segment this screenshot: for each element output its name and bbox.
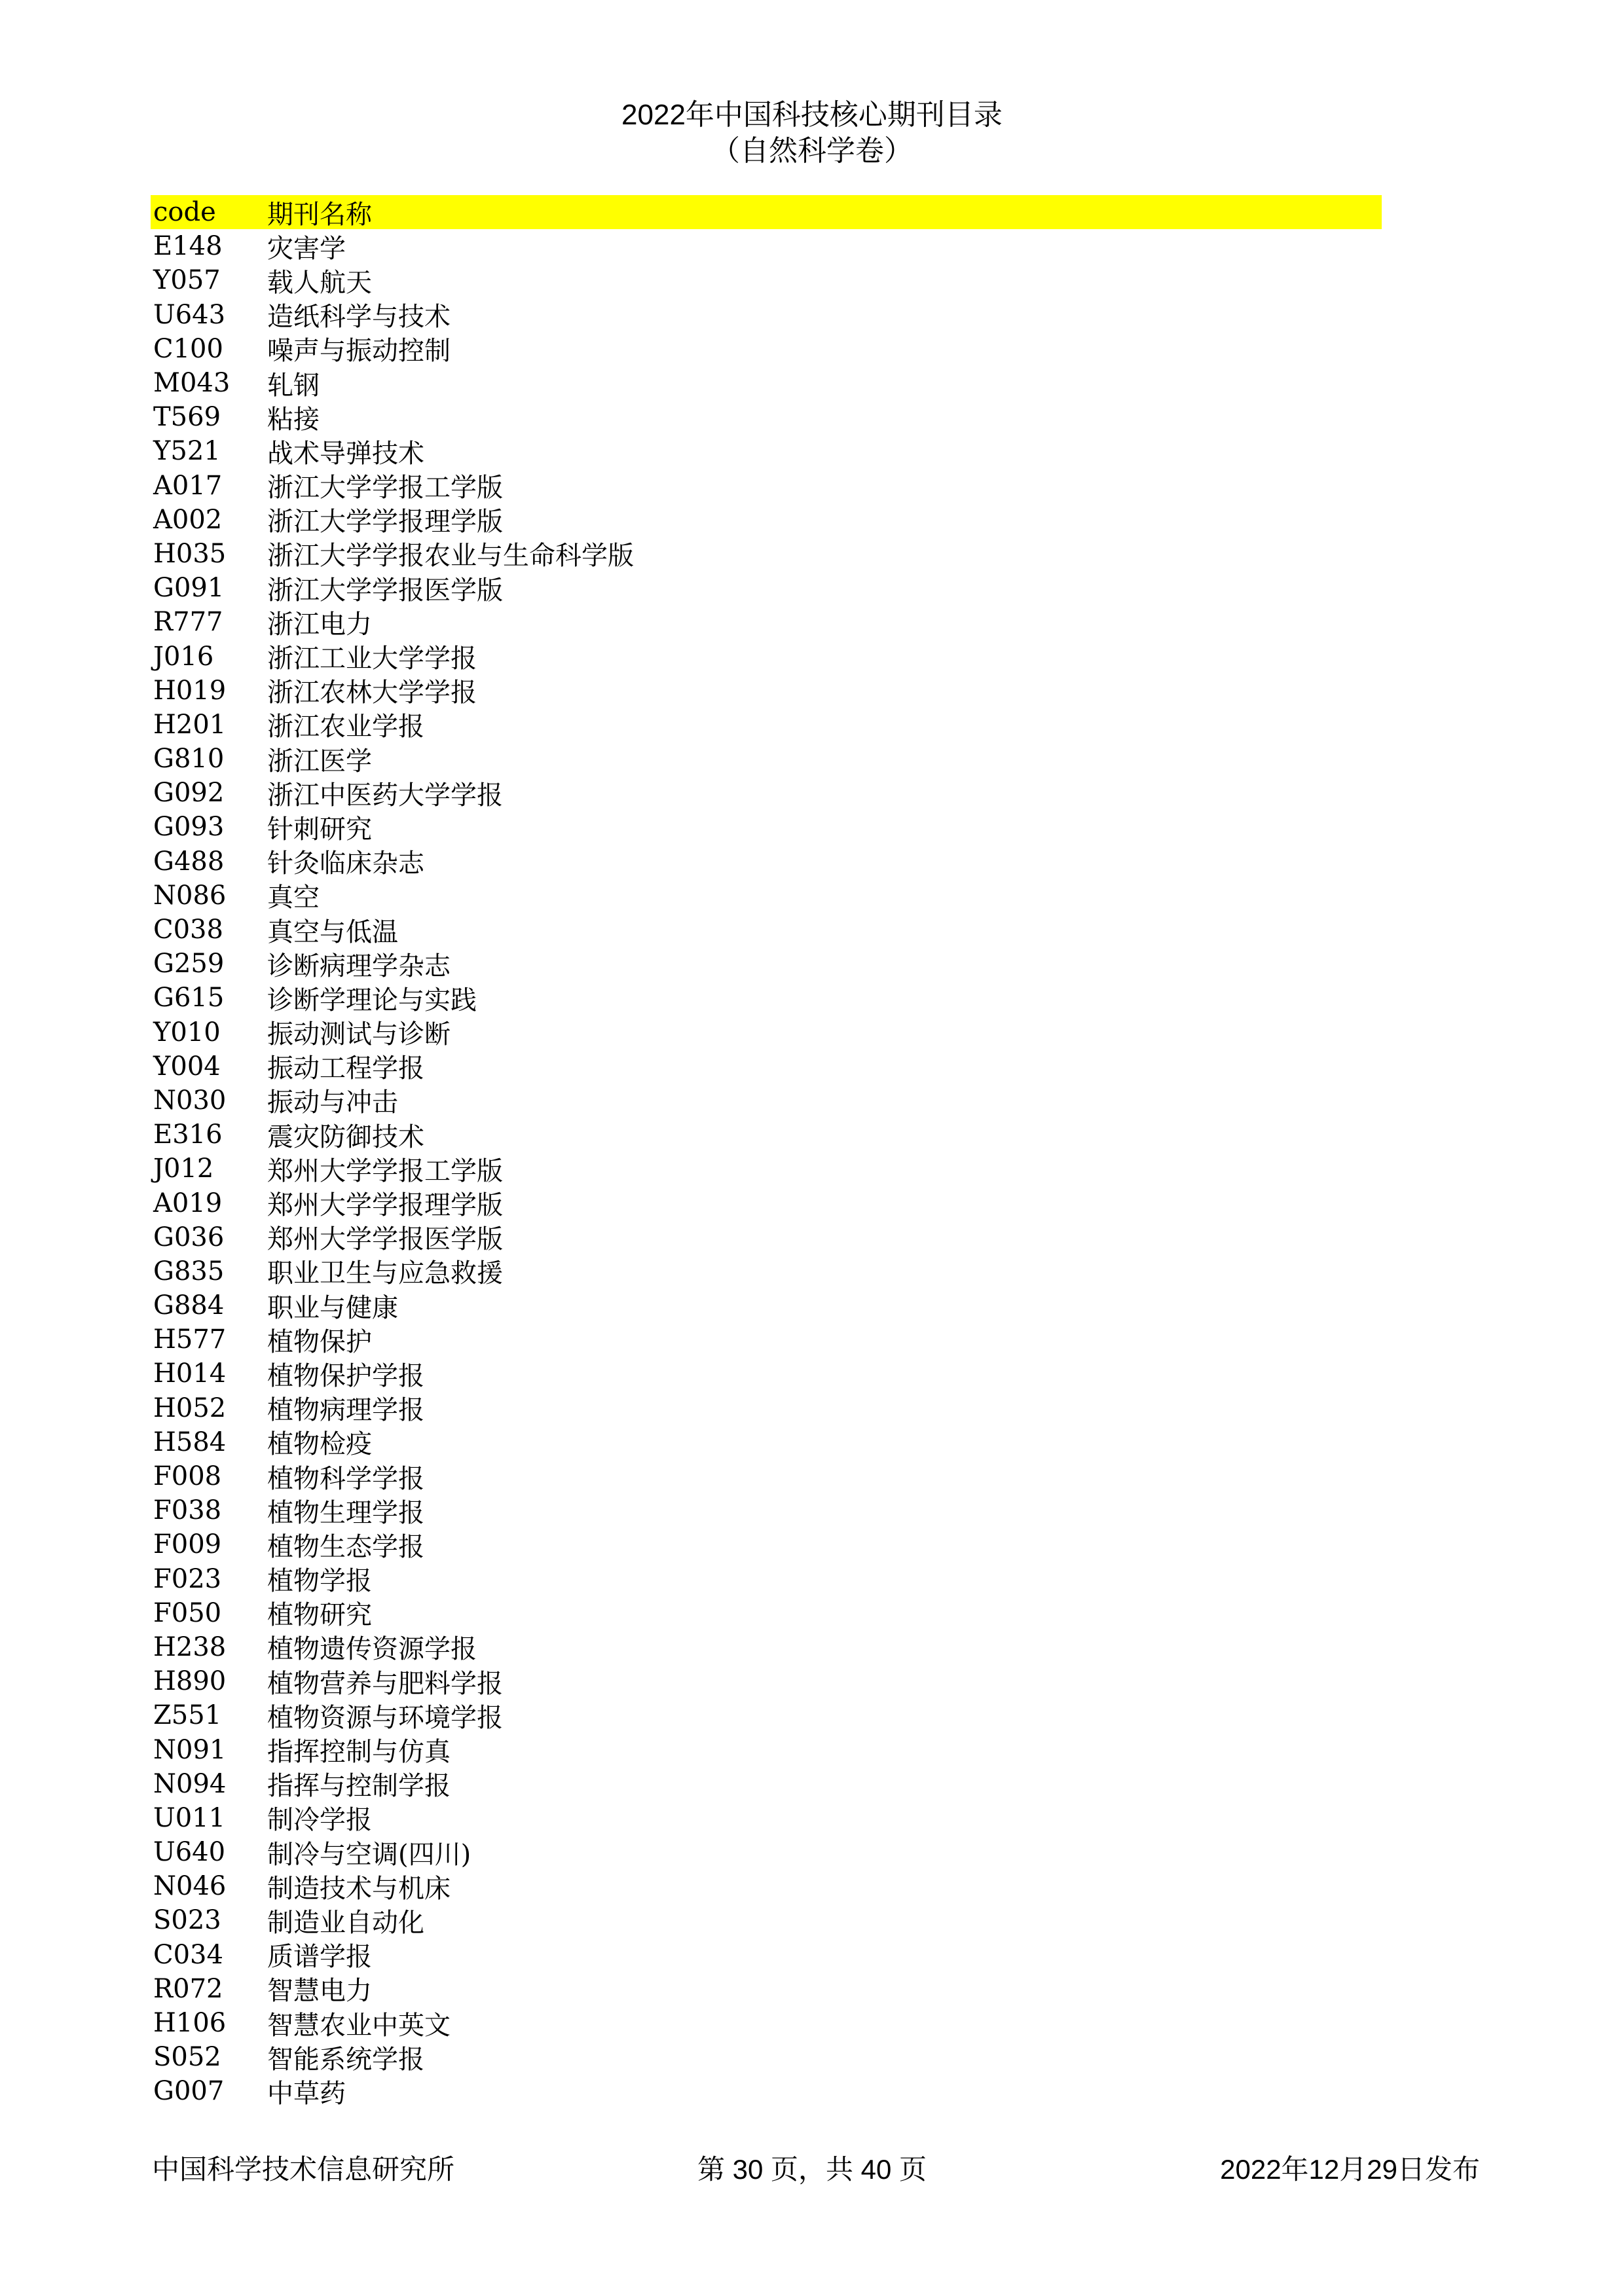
table-row: [151, 1425, 1382, 1459]
journal-name: 浙江大学学报工学版: [267, 473, 503, 503]
journal-code: C038: [153, 915, 223, 945]
journal-code: M043: [153, 368, 231, 399]
footer-date: 2022年12月29日发布: [1220, 2154, 1480, 2185]
journal-name: 植物保护学报: [267, 1360, 424, 1391]
footer-institution: 中国科学技术信息研究所: [152, 2154, 455, 2185]
journal-name: 智慧农业中英文: [267, 2010, 451, 2041]
table-row: [151, 1493, 1382, 1527]
journal-code: H201: [153, 709, 227, 740]
journal-code: H890: [153, 1666, 227, 1697]
table-row: [151, 1357, 1382, 1391]
journal-code: G615: [153, 983, 225, 1013]
journal-code: N086: [153, 880, 227, 911]
journal-name: 浙江中医药大学学报: [267, 780, 503, 811]
journal-code: F008: [153, 1461, 222, 1492]
table-row: [151, 708, 1382, 742]
journal-code: C034: [153, 1939, 223, 1970]
journal-name: 针灸临床杂志: [267, 848, 424, 879]
journal-code: F009: [153, 1529, 222, 1560]
table-row: [151, 810, 1382, 844]
journal-code: A019: [153, 1188, 223, 1218]
table-row: [151, 1527, 1382, 1561]
journal-name: 浙江电力: [267, 609, 372, 640]
journal-name: 浙江农林大学学报: [267, 678, 477, 708]
journal-code: G259: [153, 949, 225, 979]
journal-name: 植物研究: [267, 1600, 372, 1631]
table-row: [151, 1322, 1382, 1357]
journal-name: 粘接: [267, 404, 320, 435]
journal-name: 植物检疫: [267, 1429, 372, 1460]
table-row: [151, 1186, 1382, 1220]
journal-code: N030: [153, 1085, 227, 1116]
table-header-row: [151, 195, 1382, 229]
journal-code: H035: [153, 538, 227, 569]
table-row: [151, 605, 1382, 639]
journal-name: 职业与健康: [267, 1292, 398, 1323]
table-row: [151, 1664, 1382, 1698]
table-row: [151, 981, 1382, 1015]
table-row: [151, 1391, 1382, 1425]
journal-name: 浙江医学: [267, 746, 372, 776]
journal-name: 郑州大学学报医学版: [267, 1224, 503, 1255]
journal-name: 浙江大学学报医学版: [267, 575, 503, 606]
table-row: [151, 263, 1382, 297]
journal-code: G093: [153, 812, 225, 843]
journal-code: G036: [153, 1222, 225, 1252]
journal-code: F050: [153, 1597, 222, 1628]
journal-name: 灾害学: [267, 233, 346, 264]
journal-code: S052: [153, 2042, 221, 2073]
journal-name: 智慧电力: [267, 1976, 372, 2007]
journal-name: 植物营养与肥料学报: [267, 1668, 503, 1699]
journal-code: Y521: [153, 436, 221, 467]
table-row: [151, 1630, 1382, 1664]
table-row: [151, 332, 1382, 366]
journal-code: N091: [153, 1734, 227, 1765]
journal-name: 轧钢: [267, 370, 320, 401]
table-row: [151, 537, 1382, 571]
journal-code: E316: [153, 1120, 223, 1150]
journal-name: 浙江农业学报: [267, 712, 424, 742]
journal-code: Y010: [153, 1017, 221, 1048]
table-row: [151, 742, 1382, 776]
journal-code: J012: [153, 1154, 214, 1184]
journal-code: Y004: [153, 1051, 221, 1082]
journal-code: G488: [153, 846, 225, 877]
journal-code: N046: [153, 1871, 227, 1902]
table-row: [151, 503, 1382, 537]
journal-name: 制冷与空调(四川): [267, 1839, 471, 1870]
table-body: [151, 229, 1382, 2108]
journal-code: H052: [153, 1393, 227, 1423]
table-row: [151, 674, 1382, 708]
table-row: [151, 913, 1382, 947]
table-row: [151, 2006, 1382, 2040]
journal-name: 植物病理学报: [267, 1395, 424, 1426]
journal-name: 植物科学学报: [267, 1463, 424, 1494]
table-row: [151, 229, 1382, 263]
table-row: [151, 469, 1382, 503]
journal-name: 郑州大学学报工学版: [267, 1156, 503, 1186]
journal-name: 振动工程学报: [267, 1053, 424, 1084]
journal-name: 植物遗传资源学报: [267, 1634, 477, 1665]
table-row: [151, 1459, 1382, 1493]
table-row: [151, 1596, 1382, 1630]
journal-name: 载人航天: [267, 267, 372, 298]
journal-name: 中草药: [267, 2078, 346, 2109]
journal-code: S023: [153, 1905, 221, 1936]
journal-name: 植物资源与环境学报: [267, 1702, 503, 1733]
table-row: [151, 947, 1382, 981]
journal-name: 职业卫生与应急救援: [267, 1258, 503, 1289]
table-row: [151, 1938, 1382, 1972]
journal-code: H106: [153, 2008, 227, 2039]
table-row: [151, 1903, 1382, 1937]
journal-code: G007: [153, 2076, 225, 2107]
table-row: [151, 434, 1382, 468]
journal-code: G884: [153, 1290, 225, 1321]
table-row: [151, 400, 1382, 434]
table-row: [151, 1220, 1382, 1254]
journal-code: U640: [153, 1837, 226, 1868]
journal-name: 植物生理学报: [267, 1497, 424, 1528]
journal-name: 真空: [267, 883, 320, 913]
journal-code: Y057: [153, 265, 221, 296]
journal-name: 针刺研究: [267, 814, 372, 845]
journal-code: R777: [153, 607, 223, 638]
journal-code: C100: [153, 333, 223, 364]
journal-name: 震灾防御技术: [267, 1121, 424, 1152]
journal-name: 诊断病理学杂志: [267, 951, 451, 981]
journal-name: 植物保护: [267, 1326, 372, 1357]
table-row: [151, 1801, 1382, 1835]
journal-name: 郑州大学学报理学版: [267, 1190, 503, 1221]
journal-name: 浙江大学学报理学版: [267, 507, 503, 538]
table-row: [151, 879, 1382, 913]
journal-name: 指挥控制与仿真: [267, 1737, 451, 1768]
footer-page-number: 第 30 页，共 40 页: [697, 2154, 927, 2185]
table-row: [151, 1118, 1382, 1152]
journal-code: A017: [153, 470, 223, 501]
table-row: [151, 366, 1382, 400]
journal-code: H577: [153, 1324, 227, 1355]
journal-code: U643: [153, 299, 226, 330]
journal-code: U011: [153, 1802, 226, 1833]
journal-code: F038: [153, 1495, 222, 1526]
table-row: [151, 1015, 1382, 1049]
journal-name: 智能系统学报: [267, 2044, 424, 2075]
table-row: [151, 2074, 1382, 2108]
table-row: [151, 571, 1382, 605]
journal-name: 植物学报: [267, 1566, 372, 1597]
journal-code: G091: [153, 573, 225, 604]
journal-code: F023: [153, 1563, 222, 1594]
journal-code: Z551: [153, 1700, 222, 1731]
header-name: 期刊名称: [267, 199, 372, 230]
table-row: [151, 1869, 1382, 1903]
journal-name: 质谱学报: [267, 1942, 372, 1973]
table-row: [151, 1049, 1382, 1084]
journal-code: R072: [153, 1973, 223, 2004]
journal-name: 造纸科学与技术: [267, 302, 451, 333]
journal-name: 振动测试与诊断: [267, 1019, 451, 1050]
journal-name: 诊断学理论与实践: [267, 985, 477, 1015]
table-row: [151, 639, 1382, 673]
table-row: [151, 1835, 1382, 1869]
table-row: [151, 1698, 1382, 1732]
table-row: [151, 298, 1382, 332]
journal-name: 指挥与控制学报: [267, 1771, 451, 1802]
table-row: [151, 1767, 1382, 1801]
journal-code: H019: [153, 675, 227, 706]
document-subtitle: （自然科学卷）: [711, 135, 913, 167]
table-row: [151, 776, 1382, 810]
table-row: [151, 1084, 1382, 1118]
journal-code: T569: [153, 402, 221, 433]
journal-name: 制冷学报: [267, 1805, 372, 1836]
table-row: [151, 1152, 1382, 1186]
journal-code: N094: [153, 1768, 227, 1799]
table-row: [151, 2040, 1382, 2074]
table-row: [151, 1562, 1382, 1596]
journal-name: 制造技术与机床: [267, 1873, 451, 1904]
journal-name: 噪声与振动控制: [267, 336, 451, 367]
journal-name: 振动与冲击: [267, 1087, 398, 1118]
journal-code: H238: [153, 1631, 227, 1662]
journal-code: G835: [153, 1256, 225, 1286]
journal-name: 浙江工业大学学报: [267, 644, 477, 674]
journal-name: 制造业自动化: [267, 1907, 424, 1938]
journal-code: H014: [153, 1358, 227, 1389]
journal-code: G810: [153, 744, 225, 774]
journal-code: J016: [153, 641, 214, 672]
journal-code: H584: [153, 1427, 227, 1457]
journal-code: G092: [153, 778, 225, 809]
table-row: [151, 1972, 1382, 2006]
journal-name: 战术导弹技术: [267, 438, 424, 469]
journal-name: 浙江大学学报农业与生命科学版: [267, 541, 634, 572]
header-code: code: [153, 197, 216, 228]
journal-code: A002: [153, 504, 223, 535]
journal-code: E148: [153, 231, 223, 262]
journal-name: 植物生态学报: [267, 1531, 424, 1562]
table-row: [151, 845, 1382, 879]
document-title: 2022年中国科技核心期刊目录: [621, 99, 1003, 131]
journal-table: [151, 195, 1382, 2109]
journal-name: 真空与低温: [267, 917, 398, 947]
table-row: [151, 1254, 1382, 1288]
table-row: [151, 1732, 1382, 1766]
table-row: [151, 1288, 1382, 1322]
